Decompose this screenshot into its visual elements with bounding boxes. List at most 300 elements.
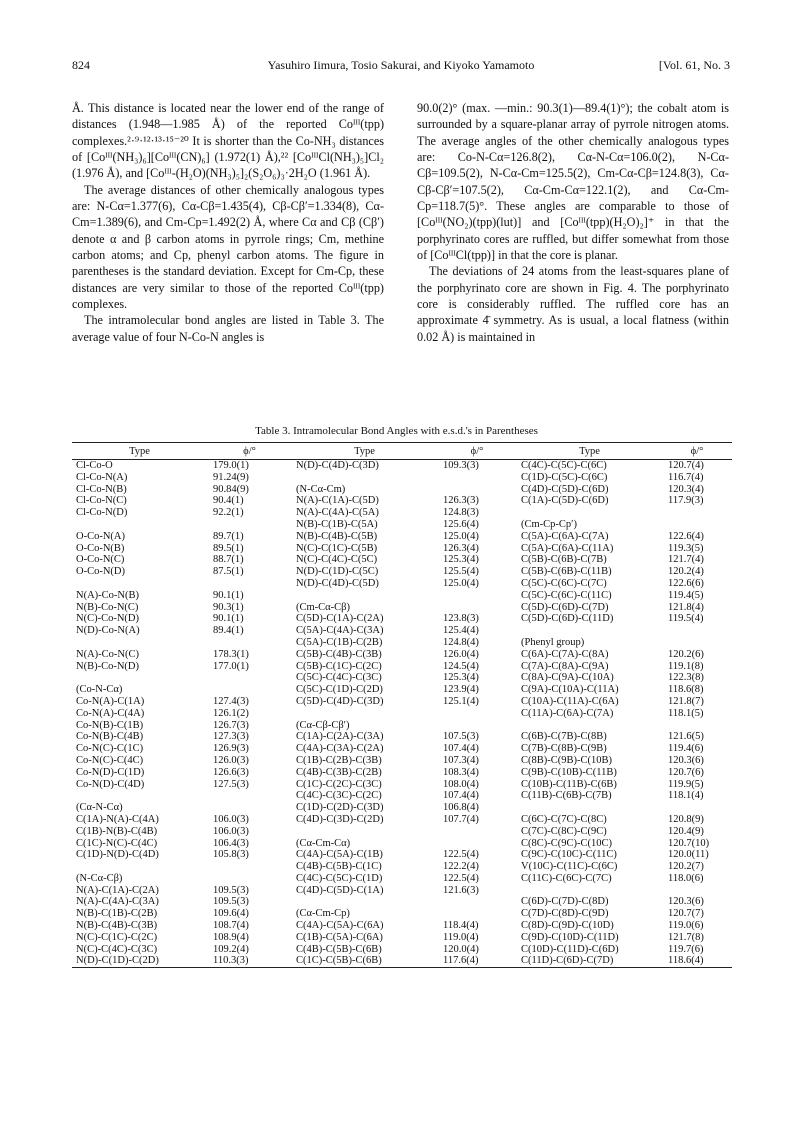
table-row — [72, 826, 732, 838]
bond-type-cell — [72, 637, 207, 649]
angle-value-cell: 119.1(8) — [668, 660, 704, 672]
angle-value-cell: 90.3(1) — [213, 601, 244, 613]
paragraph: The intramolecular bond angles are listed in Table 3. The average value of four N-Co-N angles is — [72, 313, 384, 344]
bond-type-cell — [517, 625, 662, 637]
table-row — [72, 932, 732, 944]
bond-type-cell: N(B)-Co-N(C) — [76, 601, 139, 613]
bond-type-cell: (Co-N-Cα) — [76, 684, 123, 696]
angle-value-cell: 119.7(6) — [668, 943, 704, 955]
angle-value-cell: 118.1(4) — [668, 790, 704, 802]
bond-type-cell: C(4D)-C(3D)-C(2D) — [296, 813, 384, 825]
angle-value-cell: 121.6(3) — [443, 884, 479, 896]
angle-value-cell: 122.6(4) — [668, 530, 704, 542]
column-header-type: Type — [292, 443, 437, 460]
bond-type-cell: C(1D)-N(D)-C(4D) — [76, 849, 159, 861]
angle-value-cell — [437, 826, 517, 838]
angle-value-cell: 117.6(4) — [437, 955, 517, 967]
table-row — [72, 661, 732, 673]
angle-value-cell — [437, 602, 517, 614]
bond-angle-table — [72, 442, 732, 968]
angle-value-cell: 108.0(4) — [443, 778, 479, 790]
bond-type-cell: C(11B)-C(6B)-C(7B) — [521, 790, 612, 802]
bond-type-cell: Co-N(A)-C(1A) — [76, 695, 145, 707]
angle-value-cell — [662, 885, 732, 897]
angle-value-cell: 90.1(1) — [213, 589, 244, 601]
angle-value-cell: 107.3(4) — [443, 754, 479, 766]
table-row — [72, 896, 732, 908]
angle-value-cell: 120.7(4) — [668, 460, 704, 471]
angle-value-cell — [437, 590, 517, 602]
bond-type-cell: N(B)-C(4B)-C(5B) — [296, 530, 378, 542]
bond-type-cell: N(D)-Co-N(A) — [76, 625, 140, 637]
table-row — [72, 460, 732, 472]
angle-value-cell: 120.7(10) — [668, 837, 710, 849]
angle-value-cell: 127.3(3) — [213, 731, 249, 743]
angle-value-cell: 125.3(4) — [443, 554, 479, 566]
table-row — [72, 767, 732, 779]
paragraph: Å. This distance is located near the lower end of the range of distances (1.948—1.985 Å) of the reported Coᴵᴵᴵ(tpp) complexes.²·⁹·¹²·¹³·¹⁵⁻²⁰ It is shorter than the Co-NH₃ distances of [Coᴵᴵᴵ(NH₃)₆][Coᴵᴵᴵ(CN)₆] (1.972(1) Å),²² [CoᴵᴵᴵCl(NH₃)₅]Cl₂ (1.976 Å), and [Coᴵᴵᴵ-(H₂O)(NH₃)₅]₂(S₂O₆)₃·2H₂O (1.961 Å). — [72, 101, 384, 181]
angle-value-cell: 119.0(4) — [443, 931, 479, 943]
bond-type-cell — [72, 861, 207, 873]
bond-type-cell: C(10D)-C(11D)-C(6D) — [521, 943, 619, 955]
bond-type-cell: C(4A)-C(5A)-C(6A) — [296, 920, 384, 932]
table-row — [72, 590, 732, 602]
bond-type-cell: C(4C)-C(3C)-C(2C) — [296, 790, 382, 802]
angle-value-cell: 125.3(4) — [443, 672, 479, 684]
angle-value-cell — [207, 790, 292, 802]
page-number: 824 — [72, 58, 90, 72]
bond-type-cell: C(1B)-N(B)-C(4B) — [76, 825, 158, 837]
bond-type-cell: N(A)-C(1A)-C(5D) — [296, 495, 379, 507]
bond-type-cell: N(A)-Co-N(C) — [76, 648, 139, 660]
table-row — [72, 495, 732, 507]
table-row — [72, 531, 732, 543]
bond-type-cell: O-Co-N(B) — [76, 542, 125, 554]
bond-type-cell: (Cα-Cm-Cp) — [296, 908, 350, 920]
bond-type-cell: C(5D)-C(4D)-C(3D) — [296, 695, 384, 707]
angle-value-cell: 119.5(4) — [668, 613, 704, 625]
bond-type-cell: N(B)-C(1B)-C(2B) — [76, 908, 158, 920]
angle-value-cell — [437, 838, 517, 850]
angle-value-cell: 123.9(4) — [443, 684, 479, 696]
angle-value-cell — [207, 861, 292, 873]
angle-value-cell: 177.0(1) — [213, 660, 249, 672]
column-header-angle: ϕ/° — [437, 443, 517, 460]
bond-type-cell: C(5B)-C(6B)-C(11B) — [521, 566, 612, 578]
table-row — [72, 696, 732, 708]
bond-type-cell: C(10A)-C(11A)-C(6A) — [521, 695, 619, 707]
bond-type-cell: C(5C)-C(1D)-C(2D) — [296, 684, 383, 696]
bond-type-cell: C(9C)-C(10C)-C(11C) — [521, 849, 617, 861]
table-row — [72, 637, 732, 649]
bond-type-cell: O-Co-N(D) — [76, 566, 125, 578]
bond-type-cell: N(D)-C(1D)-C(2D) — [72, 955, 207, 967]
left-text-column — [72, 100, 384, 345]
angle-value-cell — [662, 507, 732, 519]
table-row — [72, 755, 732, 767]
angle-value-cell: 117.9(3) — [668, 495, 704, 507]
table-row — [72, 955, 732, 967]
bond-type-cell: Co-N(D)-C(4D) — [76, 778, 145, 790]
bond-type-cell: C(6D)-C(7D)-C(8D) — [521, 896, 609, 908]
angle-value-cell: 126.3(3) — [443, 495, 479, 507]
angle-value-cell: 125.5(4) — [443, 566, 479, 578]
bond-type-cell: Co-N(B)-C(1B) — [76, 719, 144, 731]
column-header-angle: ϕ/° — [662, 443, 732, 460]
column-header-type: Type — [72, 443, 207, 460]
angle-value-cell: 120.3(4) — [668, 483, 704, 495]
table-row — [72, 507, 732, 519]
angle-value-cell: 90.1(1) — [213, 613, 244, 625]
angle-value-cell: 90.4(1) — [213, 495, 244, 507]
bond-type-cell: C(1D)-C(2D)-C(3D) — [296, 802, 384, 814]
angle-value-cell: 120.7(7) — [668, 908, 704, 920]
angle-value-cell: 123.8(3) — [443, 613, 479, 625]
journal-volume: [Vol. 61, No. 3 — [658, 58, 730, 72]
bond-type-cell: C(7D)-C(8D)-C(9D) — [521, 908, 609, 920]
angle-value-cell: 120.3(6) — [668, 754, 704, 766]
bond-type-cell: O-Co-N(C) — [76, 554, 125, 566]
angle-value-cell: 120.7(6) — [668, 766, 704, 778]
table-row — [72, 672, 732, 684]
table-row — [72, 779, 732, 791]
angle-value-cell: 90.84(9) — [213, 483, 249, 495]
angle-value-cell: 179.0(1) — [213, 460, 249, 471]
angle-value-cell: 106.0(3) — [213, 825, 249, 837]
bond-type-cell: C(10B)-C(11B)-C(6B) — [521, 778, 617, 790]
bond-type-cell: C(4D)-C(5D)-C(6D) — [521, 483, 609, 495]
bond-type-cell — [72, 578, 207, 590]
angle-value-cell: 118.6(8) — [668, 684, 704, 696]
bond-type-cell: N(D)-C(4D)-C(3D) — [296, 460, 379, 471]
running-header — [72, 58, 730, 76]
angle-value-cell: 109.3(3) — [443, 460, 479, 471]
bond-type-cell: C(1D)-C(5C)-C(6C) — [521, 471, 608, 483]
bond-type-cell: N(C)-Co-N(D) — [76, 613, 139, 625]
bond-type-cell: C(5A)-C(6A)-C(7A) — [521, 530, 609, 542]
angle-value-cell: 106.4(3) — [213, 837, 249, 849]
angle-value-cell: 121.8(7) — [668, 695, 704, 707]
table-row — [72, 849, 732, 861]
angle-value-cell: 118.1(5) — [668, 707, 704, 719]
bond-type-cell — [517, 507, 662, 519]
angle-value-cell — [207, 637, 292, 649]
angle-value-cell: 91.24(9) — [213, 471, 249, 483]
bond-type-cell: V(10C)-C(11C)-C(6C) — [521, 861, 618, 873]
table-row — [72, 731, 732, 743]
bond-type-cell: N(D)-C(4D)-C(5D) — [296, 577, 379, 589]
bond-type-cell: C(8A)-C(9A)-C(10A) — [521, 672, 614, 684]
bond-type-cell: N(D)-C(1D)-C(5C) — [296, 566, 379, 578]
paragraph: The deviations of 24 atoms from the least-squares plane of the porphyrinato core are shown in Fig. 4. The porphyrinato core is considerably ruffled. The ruffled core has an approximate 4̄ symmetry. As is usual, a local flatness (within 0.02 Å) is maintained in — [417, 264, 729, 344]
angle-value-cell: 126.0(4) — [443, 648, 479, 660]
angle-value-cell: 110.3(3) — [207, 955, 292, 967]
angle-value-cell: 122.6(6) — [668, 577, 704, 589]
angle-value-cell — [662, 637, 732, 649]
angle-value-cell — [207, 802, 292, 814]
bond-type-cell: C(5D)-C(6D)-C(7D) — [521, 601, 609, 613]
bond-type-cell: N(B)-C(4B)-C(3B) — [76, 920, 158, 932]
bond-type-cell: (Cα-N-Cα) — [76, 802, 123, 814]
bond-type-cell: C(5A)-C(6A)-C(11A) — [521, 542, 614, 554]
angle-value-cell: 121.8(4) — [668, 601, 704, 613]
bond-type-cell: N(C)-C(4C)-C(3C) — [76, 943, 158, 955]
table-row — [72, 944, 732, 956]
bond-type-cell: (Cm-Cα-Cβ) — [296, 601, 351, 613]
angle-value-cell — [662, 802, 732, 814]
bond-type-cell — [517, 802, 662, 814]
angle-value-cell: 109.5(3) — [213, 896, 249, 908]
angle-value-cell: 120.8(9) — [668, 813, 704, 825]
bond-type-cell: C(1C)-N(C)-C(4C) — [76, 837, 158, 849]
bond-type-cell: C(1C)-C(5B)-C(6B) — [292, 955, 437, 967]
angle-value-cell: 118.4(4) — [443, 920, 479, 932]
angle-value-cell: 122.5(4) — [443, 872, 479, 884]
bond-type-cell: Co-N(C)-C(4C) — [76, 754, 144, 766]
angle-value-cell: 107.4(4) — [443, 790, 479, 802]
angle-value-cell: 125.1(4) — [443, 695, 479, 707]
angle-value-cell: 126.7(3) — [213, 719, 249, 731]
bond-type-cell: C(4C)-C(5C)-C(6C) — [521, 460, 607, 471]
bond-type-cell: C(5C)-C(6C)-C(11C) — [521, 589, 612, 601]
angle-value-cell: 121.6(5) — [668, 731, 704, 743]
angle-value-cell: 108.9(4) — [213, 931, 249, 943]
angle-value-cell — [437, 908, 517, 920]
angle-value-cell: 121.7(8) — [668, 931, 704, 943]
table-row — [72, 720, 732, 732]
table-row — [72, 790, 732, 802]
bond-type-cell: C(5C)-C(4C)-C(3C) — [296, 672, 382, 684]
angle-value-cell — [662, 519, 732, 531]
bond-type-cell — [72, 519, 207, 531]
angle-value-cell: 109.6(4) — [213, 908, 249, 920]
bond-type-cell: C(4C)-C(5C)-C(1D) — [296, 872, 383, 884]
angle-value-cell: 119.3(5) — [668, 542, 704, 554]
angle-value-cell: 121.7(4) — [668, 554, 704, 566]
bond-type-cell — [517, 720, 662, 732]
angle-value-cell: 126.1(2) — [213, 707, 249, 719]
running-authors: Yasuhiro Iimura, Tosio Sakurai, and Kiyoko Yamamoto — [267, 58, 535, 72]
bond-type-cell: C(6B)-C(7B)-C(8B) — [521, 731, 607, 743]
table-row — [72, 908, 732, 920]
angle-value-cell: 119.9(5) — [668, 778, 704, 790]
bond-type-cell — [72, 790, 207, 802]
column-header-type: Type — [517, 443, 662, 460]
bond-type-cell — [517, 885, 662, 897]
angle-value-cell: 108.7(4) — [213, 920, 249, 932]
bond-type-cell: N(B)-C(1B)-C(5A) — [296, 518, 378, 530]
angle-value-cell — [207, 578, 292, 590]
angle-value-cell: 89.7(1) — [213, 530, 244, 542]
angle-value-cell: 89.5(1) — [213, 542, 244, 554]
bond-type-cell: Co-N(A)-C(4A) — [76, 707, 145, 719]
bond-type-cell: C(5C)-C(6C)-C(7C) — [521, 577, 607, 589]
bond-type-cell: N(A)-C(4A)-C(5A) — [296, 507, 379, 519]
bond-type-cell: C(5B)-C(1C)-C(2C) — [296, 660, 382, 672]
bond-type-cell: C(6A)-C(7A)-C(8A) — [521, 648, 609, 660]
bond-type-cell: (Phenyl group) — [521, 636, 585, 648]
bond-type-cell: Co-N(B)-C(4B) — [76, 731, 144, 743]
angle-value-cell — [662, 720, 732, 732]
angle-value-cell: 107.4(4) — [443, 743, 479, 755]
bond-type-cell: C(9D)-C(10D)-C(11D) — [521, 931, 619, 943]
angle-value-cell: 119.4(6) — [668, 743, 704, 755]
bond-type-cell: C(4A)-C(3A)-C(2A) — [296, 743, 384, 755]
bond-type-cell: C(1B)-C(2B)-C(3B) — [296, 754, 382, 766]
bond-type-cell: (N-Cα-Cβ) — [76, 872, 123, 884]
table-row — [72, 920, 732, 932]
bond-type-cell: C(1B)-C(5A)-C(6A) — [296, 931, 383, 943]
table-row — [72, 814, 732, 826]
angle-value-cell: 120.3(6) — [668, 896, 704, 908]
bond-type-cell: Co-N(D)-C(1D) — [76, 766, 145, 778]
bond-type-cell: Cl-Co-N(D) — [76, 507, 128, 519]
angle-value-cell: 109.5(3) — [213, 884, 249, 896]
angle-value-cell — [437, 720, 517, 732]
angle-value-cell: 108.3(4) — [443, 766, 479, 778]
bond-type-cell: C(11C)-C(6C)-C(7C) — [521, 872, 612, 884]
angle-value-cell: 106.8(4) — [443, 802, 479, 814]
angle-value-cell: 107.7(4) — [443, 813, 479, 825]
bond-type-cell: C(1A)-C(5D)-C(6D) — [521, 495, 609, 507]
angle-value-cell: 120.0(11) — [668, 849, 709, 861]
angle-value-cell: 120.0(4) — [443, 943, 479, 955]
table-row — [72, 613, 732, 625]
bond-type-cell: C(9A)-C(10A)-C(11A) — [521, 684, 619, 696]
table-row — [72, 578, 732, 590]
bond-type-cell: N(A)-C(4A)-C(3A) — [76, 896, 159, 908]
angle-value-cell — [662, 625, 732, 637]
table-caption: Table 3. Intramolecular Bond Angles with e.s.d.'s in Parentheses — [255, 425, 538, 437]
bond-type-cell: N(B)-Co-N(D) — [76, 660, 139, 672]
bond-type-cell: C(5A)-C(4A)-C(3A) — [296, 625, 384, 637]
bond-type-cell: (Cα-Cm-Cα) — [296, 837, 351, 849]
angle-value-cell: 119.4(5) — [668, 589, 704, 601]
bond-type-cell — [292, 590, 437, 602]
angle-value-cell: 125.4(4) — [443, 625, 479, 637]
table-row — [72, 802, 732, 814]
angle-value-cell — [207, 684, 292, 696]
bond-type-cell: (N-Cα-Cm) — [296, 483, 346, 495]
table-row — [72, 484, 732, 496]
bond-type-cell — [292, 472, 437, 484]
bond-type-cell: C(5D)-C(1A)-C(2A) — [296, 613, 384, 625]
angle-value-cell: 127.4(3) — [213, 695, 249, 707]
bond-type-cell: C(5D)-C(6D)-C(11D) — [521, 613, 614, 625]
bond-type-cell: (Cα-Cβ-Cβ′) — [296, 719, 350, 731]
angle-value-cell: 118.6(4) — [662, 955, 732, 967]
bond-type-cell: O-Co-N(A) — [76, 530, 125, 542]
angle-value-cell — [207, 519, 292, 531]
table-row — [72, 602, 732, 614]
angle-value-cell: 106.0(3) — [213, 813, 249, 825]
angle-value-cell: 126.3(4) — [443, 542, 479, 554]
table-row — [72, 873, 732, 885]
bond-type-cell: C(4D)-C(5D)-C(1A) — [296, 884, 384, 896]
bond-type-cell — [292, 896, 437, 908]
bond-type-cell: C(7B)-C(8B)-C(9B) — [521, 743, 607, 755]
angle-value-cell — [437, 896, 517, 908]
table-row — [72, 708, 732, 720]
table-row — [72, 684, 732, 696]
paragraph: The average distances of other chemically analogous types are: N-Cα=1.377(6), Cα-Cβ=1.435(4), Cβ-Cβ′=1.334(8), Cα-Cm=1.389(6), and Cm-Cp=1.492(2) Å, where Cα and Cβ (Cβ′) denote α and β carbon atoms in pyrrole rings; Cm, methine carbon atoms; and Cp, phenyl carbon atoms. The figure in parentheses is the standard deviation. Except for Cm-Cp, these distances are very similar to those of the reported Coᴵᴵᴵ(tpp) complexes. — [72, 182, 384, 312]
bond-type-cell: C(8B)-C(9B)-C(10B) — [521, 754, 612, 766]
bond-type-cell: N(C)-C(4C)-C(5C) — [296, 554, 378, 566]
angle-value-cell: 126.9(3) — [213, 743, 249, 755]
bond-type-cell: C(5B)-C(6B)-C(7B) — [521, 554, 607, 566]
table-row — [72, 625, 732, 637]
right-text-column — [417, 100, 729, 345]
angle-value-cell: 92.2(1) — [213, 507, 244, 519]
angle-value-cell: 120.2(6) — [668, 648, 704, 660]
bond-type-cell: C(7C)-C(8C)-C(9C) — [521, 825, 607, 837]
bond-type-cell: C(5B)-C(4B)-C(3B) — [296, 648, 382, 660]
bond-type-cell: C(7A)-C(8A)-C(9A) — [521, 660, 609, 672]
table-row — [72, 543, 732, 555]
bond-type-cell — [292, 826, 437, 838]
table-row — [72, 554, 732, 566]
bond-type-cell: Cl-Co-O — [76, 460, 113, 471]
angle-value-cell: 125.0(4) — [443, 530, 479, 542]
bond-type-cell: Cl-Co-N(B) — [76, 483, 127, 495]
bond-type-cell: C(1A)-N(A)-C(4A) — [76, 813, 159, 825]
bond-type-cell: Co-N(C)-C(1C) — [76, 743, 144, 755]
angle-value-cell: 122.2(4) — [443, 861, 479, 873]
bond-type-cell: N(C)-C(1C)-C(5B) — [296, 542, 378, 554]
table-row — [72, 519, 732, 531]
angle-value-cell: 116.7(4) — [668, 471, 704, 483]
bond-type-cell: Cl-Co-N(A) — [76, 471, 128, 483]
angle-value-cell: 120.2(4) — [668, 566, 704, 578]
angle-value-cell: 126.0(3) — [213, 754, 249, 766]
table-row — [72, 743, 732, 755]
bond-type-cell: Cl-Co-N(C) — [76, 495, 127, 507]
angle-value-cell: 126.6(3) — [213, 766, 249, 778]
bond-type-cell: C(4B)-C(5B)-C(6B) — [296, 943, 382, 955]
angle-value-cell: 120.4(9) — [668, 825, 704, 837]
table-header-row — [72, 443, 732, 460]
angle-value-cell: 122.5(4) — [443, 849, 479, 861]
angle-value-cell: 107.5(3) — [443, 731, 479, 743]
bond-type-cell: N(A)-Co-N(B) — [76, 589, 139, 601]
bond-type-cell: C(11D)-C(6D)-C(7D) — [517, 955, 662, 967]
angle-value-cell: 125.6(4) — [443, 518, 479, 530]
bond-type-cell: C(11A)-C(6A)-C(7A) — [521, 707, 614, 719]
angle-value-cell: 120.2(7) — [668, 861, 704, 873]
angle-value-cell — [437, 472, 517, 484]
bond-type-cell: C(4A)-C(5A)-C(1B) — [296, 849, 383, 861]
angle-value-cell: 109.2(4) — [213, 943, 249, 955]
angle-value-cell — [207, 672, 292, 684]
bond-type-cell: C(8D)-C(9D)-C(10D) — [521, 920, 614, 932]
angle-value-cell: 178.3(1) — [213, 648, 249, 660]
bond-type-cell: (Cm-Cp-Cp′) — [521, 518, 577, 530]
table-row — [72, 566, 732, 578]
bond-type-cell: C(4B)-C(5B)-C(1C) — [296, 861, 382, 873]
angle-value-cell: 124.8(4) — [443, 636, 479, 648]
table-row — [72, 861, 732, 873]
bond-type-cell: N(A)-C(1A)-C(2A) — [76, 884, 159, 896]
angle-value-cell — [207, 873, 292, 885]
bond-type-cell: N(C)-C(1C)-C(2C) — [76, 931, 158, 943]
column-header-angle: ϕ/° — [207, 443, 292, 460]
bond-type-cell — [72, 672, 207, 684]
angle-value-cell — [437, 484, 517, 496]
bond-type-cell — [292, 708, 437, 720]
angle-value-cell — [437, 708, 517, 720]
bond-type-cell: C(5A)-C(1B)-C(2B) — [296, 636, 383, 648]
paragraph: 90.0(2)° (max. —min.: 90.3(1)—89.4(1)°); the cobalt atom is surrounded by a square-planar array of pyrrole nitrogen atoms. The average angles of the other chemically analogous types are: Co-N-Cα=126.8(2), Cα-N-Cα=106.0(2), N-Cα-Cβ=109.5(2), N-Cα-Cm=125.5(2), Cm-Cα-Cβ=124.8(3), Cα-Cβ-Cβ′=107.5(2), Cα-Cm-Cα=122.1(2), and Cα-Cm-Cp=118.7(5)°. These angles are comparable to those of [Coᴵᴵᴵ(NO₂)(tpp)(lut)] and [Coᴵᴵᴵ(tpp)(H₂O)₂]⁺ in that the porphyrinato cores are ruffled, but differ somewhat from those of [CoᴵᴵᴵCl(tpp)] in that the core is planar. — [417, 101, 729, 263]
